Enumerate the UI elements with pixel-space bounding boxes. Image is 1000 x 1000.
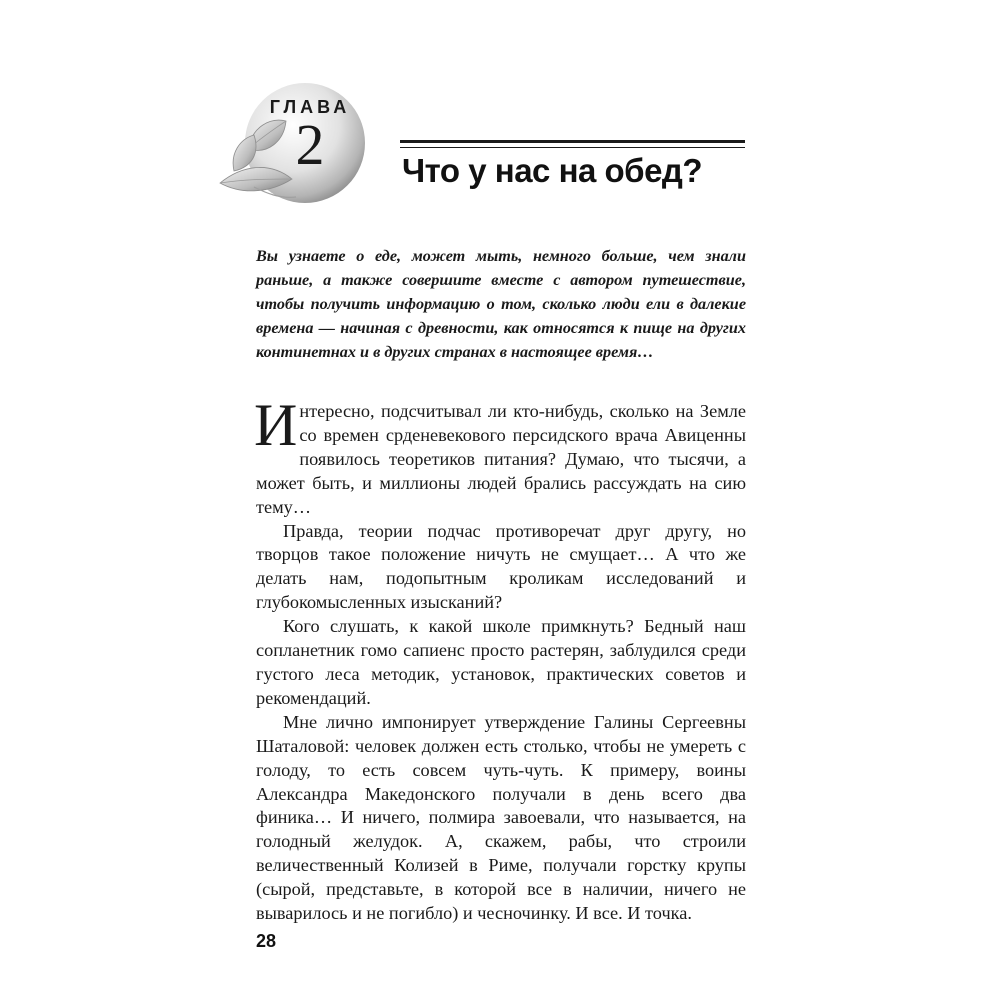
paragraph-4: Мне лично импонирует утверждение Галины Сергеевны Шаталовой: человек должен есть столько, чтобы не умереть с голоду, то есть совсем чуть-чуть. К примеру, воины Александра Македонского получали в день всего два финика… И ничего, полмира завоевали, что называется, на голодный желудок. А, скажем, рабы, что строили величественный Колизей в Риме, получали горстку крупы (сырой, представьте, в которой все в наличии, ничего не выварилось и не погибло) и чесночинку. И все. И точка. — [256, 711, 746, 924]
paragraph-1 — [254, 392, 746, 520]
paragraph-1-text: нтересно, подсчитывал ли кто-нибудь, сколько на Земле со времен срденевекового персидского врача Авиценны появилось теоретиков питания? Думаю, что тысячи, а может быть, и миллионы людей брались рассуждать на сию тему… — [256, 401, 746, 517]
body-text — [254, 392, 746, 926]
drop-cap: И — [254, 392, 298, 458]
title-rule — [400, 140, 745, 143]
paragraph-2: Правда, теории подчас противоречат друг другу, но творцов такое положение ничуть не смущает… А что же делать нам, подопытным кроликам исследований и глубокомысленных изысканий? — [256, 520, 746, 613]
chapter-number: 2 — [295, 112, 325, 177]
chapter-intro: Вы узнаете о еде, может мыть, немного больше, чем знали раньше, а также совершите вместе с автором путешествие, чтобы получить информацию о том, сколько люди ели в далекие времена — начиная с древности, как относятся к пище на других континетнах и в других странах в настоящее время… — [256, 247, 746, 361]
title-rule-thin — [400, 147, 745, 148]
chapter-label: ГЛАВА — [269, 97, 351, 117]
chapter-badge — [200, 75, 370, 215]
page-number: 28 — [256, 931, 277, 951]
paragraph-3: Кого слушать, к какой школе примкнуть? Бедный наш сопланетник гомо сапиенс просто растерян, заблудился среди густого леса методик, установок, практических советов и рекомендаций. — [256, 616, 746, 708]
chapter-title: Что у нас на обед? — [402, 152, 703, 189]
